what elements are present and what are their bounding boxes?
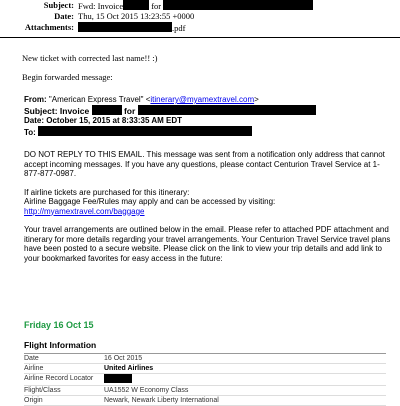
date-value: Thu, 15 Oct 2015 13:23:55 +0000 (78, 11, 195, 22)
redaction-block (123, 0, 149, 10)
redaction-block (163, 0, 313, 10)
flight-row-label: Airline Record Locator (24, 375, 94, 382)
subject-label: Subject: (43, 0, 74, 11)
fwd-to-label: To: (24, 127, 36, 137)
redaction-block (78, 22, 172, 32)
travel-arrangements-paragraph: Your travel arrangements are outlined below in the email. Please refer to attached PDF attachment and itinerary for more details regarding your travel arrangements. Your Centurion Travel Service travel plans have been posted to a secure website. Please click on the link to view your trip details and add link to your bookmarked favorites for easy access in the future: (24, 225, 391, 263)
forwarded-message (24, 95, 394, 263)
fwd-subject-value: Invoice (59, 105, 90, 116)
flight-row (24, 396, 386, 406)
fwd-to-row (24, 126, 394, 138)
fwd-date-row (24, 116, 394, 126)
email-header (0, 0, 400, 33)
flight-row-label: Flight/Class (24, 387, 61, 394)
fwd-date-value: October 15, 2015 at 8:33:35 AM EDT (46, 116, 183, 125)
redaction-block (38, 126, 252, 136)
redaction-block (138, 105, 316, 115)
subject-for: for (151, 0, 162, 11)
header-divider (0, 37, 400, 38)
itinerary-day-heading: Friday 16 Oct 15 (24, 320, 94, 330)
body-line-2: Begin forwarded message: (22, 72, 113, 82)
flight-information-section (24, 340, 386, 406)
body-line-1: New ticket with corrected last name!! :) (22, 53, 158, 63)
flight-row-label: Airline (24, 365, 44, 372)
flight-row-label: Origin (24, 397, 43, 404)
redaction-block (104, 374, 132, 383)
subject-text: Fwd: Invoice (78, 0, 124, 11)
flight-row (24, 364, 386, 374)
fwd-subject-label: Subject: (24, 105, 58, 116)
fwd-subject-row (24, 105, 394, 117)
fwd-from-email-link[interactable]: itinerary@myamextravel.com (150, 95, 255, 104)
date-label: Date: (54, 11, 74, 22)
attachments-label: Attachments: (24, 22, 74, 33)
flight-info-title: Flight Information (24, 340, 386, 354)
flight-row-value (104, 374, 386, 385)
date-row (0, 11, 400, 22)
baggage-line-2: Airline Baggage Fee/Rules may apply and can be accessed by visiting: (24, 197, 276, 206)
flight-row-value: Newark, Newark Liberty International (104, 397, 219, 404)
subject-value (78, 0, 313, 11)
fwd-from-name: "American Express Travel" < (48, 95, 151, 104)
baggage-line-1: If airline tickets are purchased for this itinerary: (24, 187, 190, 197)
attachment-ext: .pdf (172, 22, 186, 33)
attachments-row (0, 22, 400, 33)
baggage-link[interactable]: http://myamextravel.com/baggage (24, 206, 145, 216)
fwd-from-close: > (254, 95, 259, 104)
flight-row-value: United Airlines (104, 365, 154, 372)
fwd-subject-for: for (123, 105, 136, 116)
fwd-date-label: Date: (24, 116, 45, 125)
attachment-value[interactable] (78, 22, 185, 34)
fwd-from-label: From: (24, 95, 47, 104)
no-reply-paragraph: DO NOT REPLY TO THIS EMAIL. This message was sent from a notification only address that cannot accept incoming messages. If you have any questions, please contact Centurion Travel Service at 1-877-877-0987. (24, 150, 385, 178)
flight-row-label: Date (24, 355, 39, 362)
subject-row (0, 0, 400, 11)
flight-row (24, 386, 386, 396)
redaction-block (92, 105, 122, 115)
flight-row (24, 374, 386, 386)
flight-row-value: 16 Oct 2015 (104, 355, 143, 362)
flight-row (24, 354, 386, 364)
flight-row-value: UA1552 W Economy Class (104, 387, 189, 394)
fwd-from-row (24, 95, 394, 105)
